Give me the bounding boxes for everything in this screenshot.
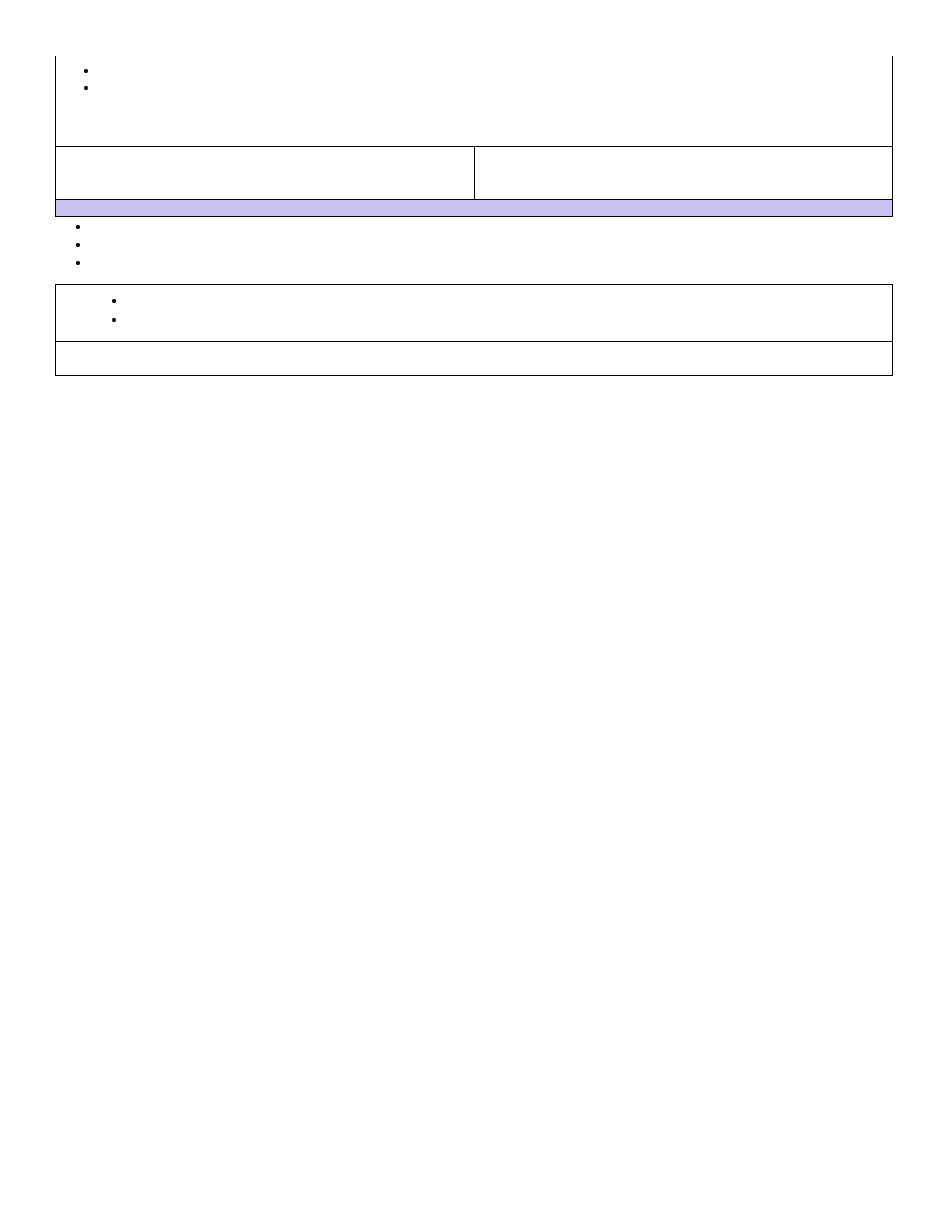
court-report-line xyxy=(127,291,884,310)
court-report-line xyxy=(127,310,884,329)
dob-bullet xyxy=(99,79,884,96)
siblings-field-right[interactable] xyxy=(474,147,893,200)
sibling-info-bullet xyxy=(91,254,893,272)
relatives-table-bottom xyxy=(55,56,893,200)
court-report-section xyxy=(56,285,893,342)
sibling-info-banner xyxy=(55,200,893,217)
sibling-details-table xyxy=(55,284,893,376)
sibling-info-bullet xyxy=(91,236,893,254)
previous-placements-title xyxy=(56,342,893,376)
dob-bullet xyxy=(99,62,884,79)
dob-section-bullets xyxy=(63,62,884,96)
form-page xyxy=(55,56,893,376)
sibling-info-bullets xyxy=(55,218,893,272)
dob-section xyxy=(56,56,893,147)
siblings-field-left[interactable] xyxy=(56,147,475,200)
sibling-info-bullet xyxy=(91,218,893,236)
